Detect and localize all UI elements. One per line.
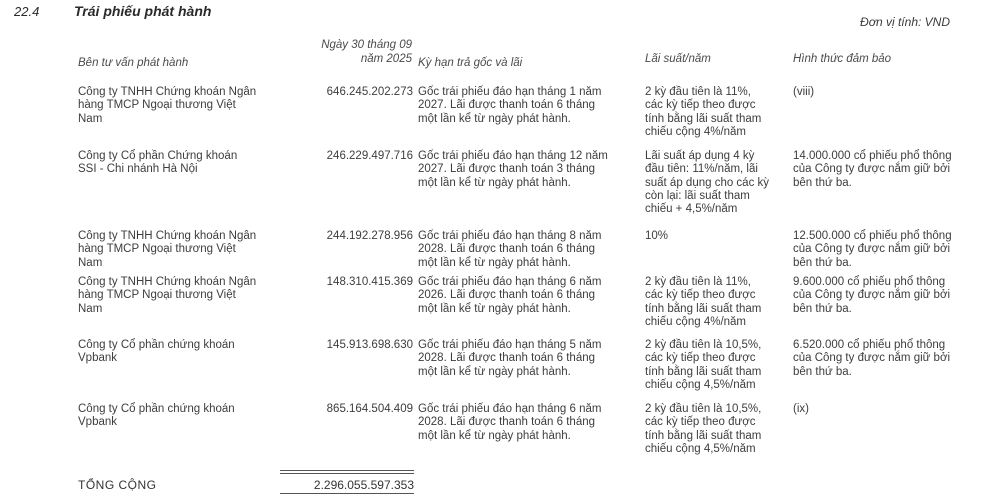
row-4-collateral-line: của Công ty được nắm giữ bởi — [793, 352, 951, 365]
total-label: TỔNG CỘNG — [78, 478, 157, 492]
row-5-rate — [645, 403, 790, 456]
row-4-rate-line: tính bằng lãi suất tham — [645, 365, 762, 378]
row-5-amount: 865.164.504.409 — [326, 403, 413, 415]
row-1-rate-line: đầu tiên: 11%/năm, lãi — [645, 163, 758, 176]
row-4-rate-line: 2 kỳ đầu tiên là 10,5%, — [645, 339, 762, 351]
row-4-advisor-line: Công ty Cổ phần chứng khoán — [78, 339, 235, 351]
row-0-collateral-line: (viii) — [793, 86, 815, 98]
row-3-rate-line: chiếu cộng 4%/năm — [645, 315, 747, 328]
row-2-collateral — [793, 230, 983, 270]
row-0-rate — [645, 86, 790, 139]
row-3-collateral-line: của Công ty được nắm giữ bởi — [793, 289, 951, 302]
row-0-rate-line: chiếu cộng 4%/năm — [645, 125, 747, 138]
row-2-amount: 244.192.278.956 — [326, 230, 413, 242]
row-5-advisor — [78, 403, 293, 430]
row-2-advisor-line: Nam — [78, 256, 103, 269]
row-4-collateral-line: 6.520.000 cổ phiếu phổ thông — [793, 339, 946, 351]
row-2-term-line: một lần kể từ ngày phát hành. — [418, 256, 571, 269]
row-5-collateral — [793, 403, 983, 416]
header-rate: Lãi suất/năm — [645, 53, 711, 65]
row-0-term-line: 2027. Lãi được thanh toán 6 tháng — [418, 99, 596, 112]
row-5-rate-line: chiếu cộng 4,5%/năm — [645, 442, 756, 455]
row-3-rate — [645, 276, 790, 329]
row-5-term-line: 2028. Lãi được thanh toán 6 tháng — [418, 416, 596, 429]
row-1-term-line: một lần kể từ ngày phát hành. — [418, 176, 571, 189]
row-1-term-line: Gốc trái phiếu đáo hạn tháng 12 năm — [418, 150, 608, 162]
row-1-term-line: 2027. Lãi được thanh toán 3 tháng — [418, 163, 596, 176]
row-3-term-line: 2026. Lãi được thanh toán 6 tháng — [418, 289, 596, 302]
row-0-advisor-line: hàng TMCP Ngoại thương Việt — [78, 99, 236, 112]
row-1-advisor — [78, 150, 293, 177]
row-1-collateral-line: của Công ty được nắm giữ bởi — [793, 163, 951, 176]
row-2-collateral-line: 12.500.000 cổ phiếu phổ thông — [793, 230, 952, 242]
row-1-advisor-line: Công ty Cổ phần Chứng khoán — [78, 150, 238, 162]
section-title: Trái phiếu phát hành — [74, 3, 212, 19]
row-4-amount: 145.913.698.630 — [326, 339, 413, 351]
row-4-rate — [645, 339, 790, 392]
row-2-collateral-line: của Công ty được nắm giữ bởi — [793, 243, 951, 256]
row-4-advisor-line: Vpbank — [78, 352, 118, 365]
row-2-collateral-line: bên thứ ba. — [793, 256, 852, 269]
row-2-advisor-line: Công ty TNHH Chứng khoán Ngân — [78, 230, 257, 242]
row-1-amount: 246.229.497.716 — [326, 150, 413, 162]
total-top-rule — [280, 470, 414, 471]
row-5-collateral-line: (ix) — [793, 403, 809, 415]
row-4-collateral — [793, 339, 983, 379]
row-1-collateral-line: 14.000.000 cổ phiếu phổ thông — [793, 150, 952, 162]
row-1-rate-line: còn lại: lãi suất tham — [645, 189, 750, 202]
row-3-rate-line: các kỳ tiếp theo được — [645, 289, 756, 302]
row-0-advisor-line: Nam — [78, 112, 103, 125]
row-1-rate-line: Lãi suất áp dụng 4 kỳ — [645, 150, 755, 162]
total-amount: 2.296.055.597.353 — [313, 478, 414, 492]
row-5-rate-line: tính bằng lãi suất tham — [645, 429, 762, 442]
row-3-collateral-line: bên thứ ba. — [793, 302, 852, 315]
row-0-rate-line: các kỳ tiếp theo được — [645, 99, 756, 112]
section-number: 22.4 — [14, 4, 40, 19]
row-5-term — [418, 403, 638, 443]
row-0-amount: 646.245.202.273 — [326, 86, 413, 98]
row-3-advisor-line: Nam — [78, 302, 103, 315]
row-5-term-line: Gốc trái phiếu đáo hạn tháng 6 năm — [418, 403, 602, 415]
row-1-term — [418, 150, 638, 190]
row-2-term-line: 2028. Lãi được thanh toán 6 tháng — [418, 243, 596, 256]
row-2-term-line: Gốc trái phiếu đáo hạn tháng 8 năm — [418, 230, 602, 242]
row-4-rate-line: các kỳ tiếp theo được — [645, 352, 756, 365]
row-1-collateral — [793, 150, 983, 190]
row-3-term-line: một lần kể từ ngày phát hành. — [418, 302, 571, 315]
row-4-term-line: Gốc trái phiếu đáo hạn tháng 5 năm — [418, 339, 602, 351]
row-1-rate — [645, 150, 790, 216]
row-1-collateral-line: bên thứ ba. — [793, 176, 852, 189]
total-top-rule-2 — [280, 473, 414, 474]
row-0-advisor — [78, 86, 293, 126]
row-4-collateral-line: bên thứ ba. — [793, 365, 852, 378]
row-5-advisor-line: Vpbank — [78, 416, 118, 429]
header-collateral: Hình thức đảm bảo — [793, 53, 892, 65]
row-5-advisor-line: Công ty Cổ phần chứng khoán — [78, 403, 235, 415]
row-3-collateral-line: 9.600.000 cổ phiếu phổ thông — [793, 276, 946, 288]
row-0-collateral — [793, 86, 983, 99]
row-2-advisor — [78, 230, 293, 270]
header-term: Kỳ hạn trả gốc và lãi — [418, 57, 523, 69]
row-0-term-line: một lần kể từ ngày phát hành. — [418, 112, 571, 125]
row-3-collateral — [793, 276, 983, 316]
row-5-term-line: một lần kể từ ngày phát hành. — [418, 429, 571, 442]
row-2-rate-line: 10% — [645, 230, 669, 242]
row-4-term-line: một lần kể từ ngày phát hành. — [418, 365, 571, 378]
row-3-amount: 148.310.415.369 — [326, 276, 413, 288]
header-advisor: Bên tư vấn phát hành — [78, 57, 189, 69]
row-0-term — [418, 86, 638, 126]
header-date-line1: Ngày 30 tháng 09 — [321, 39, 412, 51]
row-1-rate-line: suất áp dụng cho các kỳ — [645, 176, 770, 189]
row-1-advisor-line: SSI - Chi nhánh Hà Nội — [78, 163, 198, 176]
row-3-advisor-line: hàng TMCP Ngoại thương Việt — [78, 289, 236, 302]
row-0-term-line: Gốc trái phiếu đáo hạn tháng 1 năm — [418, 86, 602, 98]
row-4-term — [418, 339, 638, 379]
row-3-term — [418, 276, 638, 316]
row-0-rate-line: tính bằng lãi suất tham — [645, 112, 762, 125]
row-3-rate-line: tính bằng lãi suất tham — [645, 302, 762, 315]
row-3-term-line: Gốc trái phiếu đáo hạn tháng 6 năm — [418, 276, 602, 288]
row-5-rate-line: 2 kỳ đầu tiên là 10,5%, — [645, 403, 762, 415]
header-date — [270, 38, 412, 66]
row-4-term-line: 2028. Lãi được thanh toán 6 tháng — [418, 352, 596, 365]
row-3-rate-line: 2 kỳ đầu tiên là 11%, — [645, 276, 751, 288]
row-0-rate-line: 2 kỳ đầu tiên là 11%, — [645, 86, 751, 98]
row-4-advisor — [78, 339, 293, 366]
row-2-rate — [645, 230, 790, 243]
row-2-advisor-line: hàng TMCP Ngoại thương Việt — [78, 243, 236, 256]
row-4-rate-line: chiếu cộng 4,5%/năm — [645, 378, 756, 391]
row-5-rate-line: các kỳ tiếp theo được — [645, 416, 756, 429]
row-3-advisor — [78, 276, 293, 316]
header-date-line2: năm 2025 — [360, 53, 412, 65]
row-0-advisor-line: Công ty TNHH Chứng khoán Ngân — [78, 86, 257, 98]
total-bottom-rule — [280, 493, 414, 494]
row-3-advisor-line: Công ty TNHH Chứng khoán Ngân — [78, 276, 257, 288]
row-1-rate-line: chiếu + 4,5%/năm — [645, 203, 738, 216]
row-2-term — [418, 230, 638, 270]
currency-unit: Đơn vị tính: VND — [860, 15, 950, 29]
